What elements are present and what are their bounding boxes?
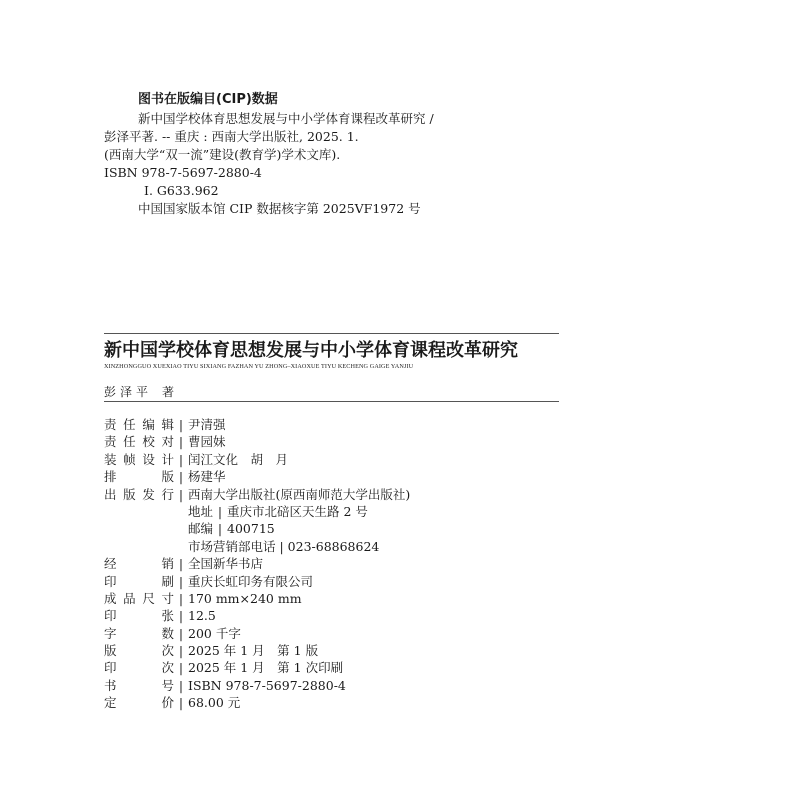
- info-separator: |: [178, 556, 184, 572]
- info-sub-label: 地址: [188, 503, 214, 519]
- info-label: 成 品 尺 寸: [104, 590, 174, 606]
- info-separator: |: [217, 521, 223, 537]
- info-value: 全国新华书店: [188, 556, 264, 572]
- info-label: 出 版 发 行: [104, 486, 174, 502]
- info-value: 12.5: [188, 608, 216, 624]
- info-label: 定 价: [104, 695, 174, 711]
- info-row: [104, 555, 410, 572]
- info-row: [104, 642, 410, 659]
- info-row: [104, 468, 410, 485]
- info-label: 版 次: [104, 643, 174, 659]
- info-label: 装 帧 设 计: [104, 451, 174, 467]
- info-sub-row: [104, 503, 410, 520]
- info-row: [104, 486, 410, 503]
- info-separator: |: [178, 677, 184, 693]
- info-row: [104, 433, 410, 450]
- info-label: 字 数: [104, 625, 174, 641]
- info-row: [104, 625, 410, 642]
- info-label: 责 任 校 对: [104, 434, 174, 450]
- info-value: 68.00 元: [188, 695, 241, 711]
- info-sub-value: 400715: [227, 521, 275, 537]
- info-separator: |: [178, 590, 184, 606]
- info-value: 170 mm×240 mm: [188, 590, 302, 606]
- info-row: [104, 573, 410, 590]
- bottom-rule: [104, 401, 559, 402]
- info-label: 书 号: [104, 677, 174, 693]
- info-separator: |: [178, 643, 184, 659]
- info-label: 印 刷: [104, 573, 174, 589]
- publication-info: [104, 416, 410, 712]
- info-separator: |: [178, 573, 184, 589]
- book-title-pinyin: XINZHONGGUO XUEXIAO TIYU SIXIANG FAZHAN YU ZHONG–XIAOXUE TIYU KECHENG GAIGE YANJIU: [104, 363, 414, 370]
- info-row: [104, 677, 410, 694]
- author-role: 著: [162, 385, 175, 399]
- cip-line: ISBN 978-7-5697-2880-4: [104, 165, 262, 180]
- info-value: 曹园妹: [188, 434, 226, 450]
- info-row: [104, 694, 410, 711]
- info-value: 2025 年 1 月 第 1 次印刷: [188, 660, 344, 676]
- book-title: 新中国学校体育思想发展与中小学体育课程改革研究: [104, 340, 518, 361]
- info-separator: |: [217, 503, 223, 519]
- info-row: [104, 451, 410, 468]
- info-value: ISBN 978-7-5697-2880-4: [188, 677, 346, 693]
- info-separator: |: [178, 417, 184, 432]
- info-value: 尹清强: [188, 417, 226, 432]
- info-label: 排 版: [104, 469, 174, 485]
- info-row: [104, 607, 410, 624]
- info-sub-value: 市场营销部电话 | 023-68868624: [188, 538, 380, 554]
- info-sub-row: [104, 520, 410, 537]
- info-value: 200 千字: [188, 625, 241, 641]
- info-value: 西南大学出版社(原西南师范大学出版社): [188, 486, 411, 502]
- cip-line: 中国国家版本馆 CIP 数据核字第 2025VF1972 号: [138, 201, 421, 216]
- info-sub-label: 邮编: [188, 521, 214, 537]
- info-value: 闰江文化 胡 月: [188, 451, 289, 467]
- info-separator: |: [178, 625, 184, 641]
- info-separator: |: [178, 434, 184, 450]
- info-separator: |: [178, 695, 184, 711]
- info-label: 经 销: [104, 556, 174, 572]
- info-separator: |: [178, 608, 184, 624]
- info-sub-row: [104, 538, 410, 555]
- info-separator: |: [178, 451, 184, 467]
- cip-line: (西南大学“双一流”建设(教育学)学术文库).: [104, 147, 341, 162]
- info-value: 杨建华: [188, 469, 226, 485]
- info-separator: |: [178, 660, 184, 676]
- info-label: 责 任 编 辑: [104, 417, 174, 432]
- info-separator: |: [178, 486, 184, 502]
- cip-line: 彭泽平著. -- 重庆 : 西南大学出版社, 2025. 1.: [104, 129, 359, 144]
- info-label: 印 次: [104, 660, 174, 676]
- cip-line: 新中国学校体育思想发展与中小学体育课程改革研究 /: [138, 111, 434, 126]
- info-row: [104, 416, 410, 433]
- author-line: [104, 384, 174, 400]
- info-separator: |: [178, 469, 184, 485]
- info-row: [104, 590, 410, 607]
- info-value: 2025 年 1 月 第 1 版: [188, 643, 319, 659]
- info-label: 印 张: [104, 608, 174, 624]
- author-name: 彭泽平: [104, 385, 153, 399]
- info-sub-value: 重庆市北碚区天生路 2 号: [227, 503, 368, 519]
- cip-title: 图书在版编目(CIP)数据: [138, 92, 278, 107]
- info-value: 重庆长虹印务有限公司: [188, 573, 314, 589]
- cip-line: Ⅰ. G633.962: [144, 183, 219, 198]
- top-rule: [104, 333, 559, 334]
- info-row: [104, 659, 410, 676]
